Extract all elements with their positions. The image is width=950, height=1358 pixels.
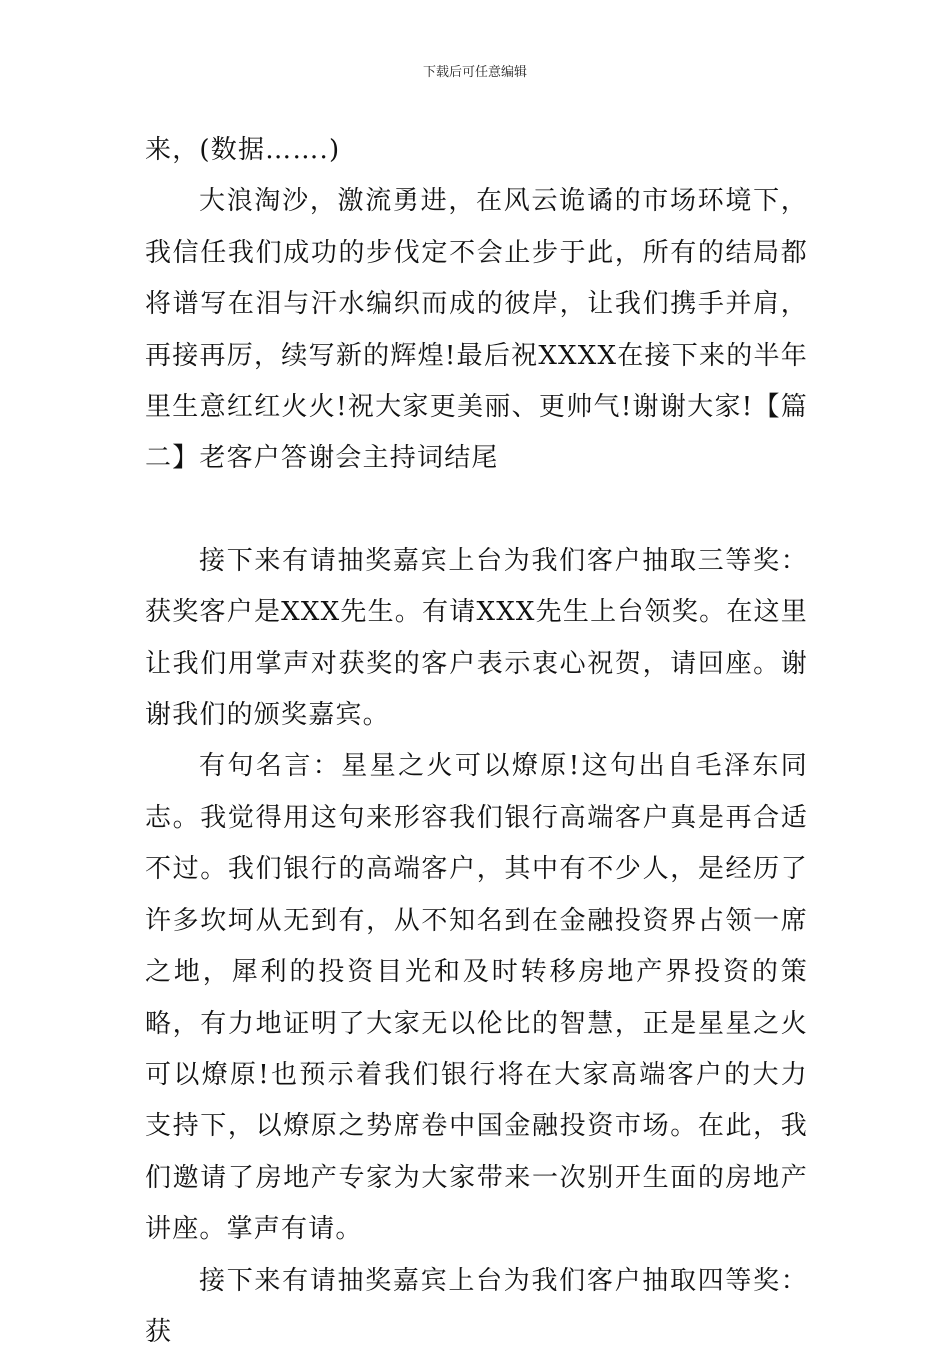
paragraph-gap [145, 485, 808, 536]
document-body [145, 125, 808, 1358]
paragraph-fourth-prize: 接下来有请抽奖嘉宾上台为我们客户抽取四等奖：获 [145, 1265, 808, 1347]
paragraph-closing-wishes: 大浪淘沙，激流勇进，在风云诡谲的市场环境下，我信任我们成功的步伐定不会止步于此，所有的结局都将谱写在泪与汗水编织而成的彼岸，让我们携手并肩，再接再厉，续写新的辉煌!最后祝XXXX在接下来的半年里生意红红火火!祝大家更美丽、更帅气!谢谢大家!【篇二】老客户答谢会主持词结尾 [145, 186, 808, 474]
paragraph-famous-quote: 有句名言：星星之火可以燎原!这句出自毛泽东同志。我觉得用这句来形容我们银行高端客户真是再合适不过。我们银行的高端客户，其中有不少人，是经历了许多坎坷从无到有，从不知名到在金融投资界占领一席之地，犀利的投资目光和及时转移房地产界投资的策略，有力地证明了大家无以伦比的智慧，正是星星之火可以燎原!也预示着我们银行将在大家高端客户的大力支持下，以燎原之势席卷中国金融投资市场。在此，我们邀请了房地产专家为大家带来一次别开生面的房地产讲座。掌声有请。 [145, 751, 808, 1245]
paragraph-third-prize: 接下来有请抽奖嘉宾上台为我们客户抽取三等奖：获奖客户是XXX先生。有请XXX先生上台领奖。在这里让我们用掌声对获奖的客户表示衷心祝贺，请回座。谢谢我们的颁奖嘉宾。 [145, 545, 808, 731]
paragraph-continuation: 来，(数据…….) [145, 135, 341, 165]
page-header-note: 下载后可任意编辑 [422, 65, 527, 80]
